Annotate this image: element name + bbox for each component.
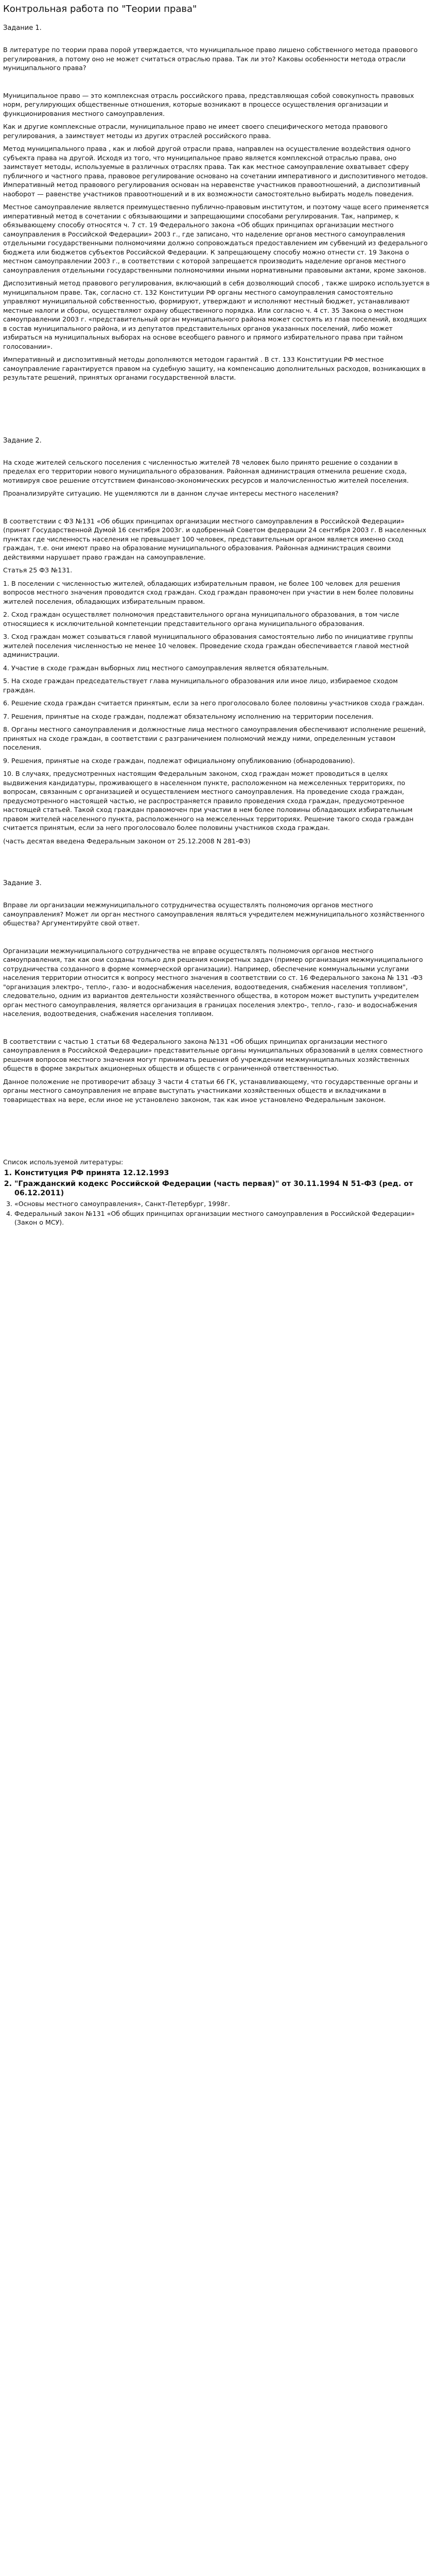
spacer bbox=[3, 502, 432, 517]
spacer bbox=[3, 1023, 432, 1037]
task-1-question: В литературе по теории права порой утверждается, что муниципальное право лишено собственного метода правового регулирования, а потому оно не может считаться отраслью права. Так ли это? Каковы особенности метода отрасли муниципального права? bbox=[3, 46, 418, 72]
reference-item: 1. Конституция РФ принята 12.12.1993 bbox=[14, 1168, 432, 1178]
spacer bbox=[3, 1108, 432, 1158]
task-3-paragraph: Организации межмуниципального сотрудничества не вправе осуществлять полномочия органов местного самоуправления, так как они созданы только для решения конкретных задач (пример организация межмуниципального сотрудничества созданного в форме коммерческой организации). Например, обеспечение коммунальными услугами населения территории относится к вопросу местного значения в соответствии со ст. 16 Федерального закона № 131 -ФЗ "организация электро-, тепло-, газо- и водоснабжения населения, водоотведения, снабжения населения топливом", следовательно, одним из вариантов деятельности хозяйственного общества, в котором может выступить учредителем орган местного самоуправления, является организация в границах поселения электро-, тепло-, газо- и водоснабжения населения, водоотведения, снабжения населения топливом. bbox=[3, 946, 423, 1018]
task-2-paragraph: В соответствии с ФЗ №131 «Об общих принципах организации местного самоуправления в Российской Федерации» (принят Государственной Думой 16 сентября 2003г. и одобренный Советом федерации 24 сентября 2003 г. В населенных пунктах где численность населения не превышает 100 человек, представительным органом является именно сход граждан, т.е. они имеют право на образование муниципального образования. Районная администрация своими действиями нарушает право граждан на самоуправление. bbox=[3, 517, 427, 561]
task-2-paragraph: 6. Решение схода граждан считается принятым, если за него проголосовало более половины участников схода граждан. bbox=[3, 699, 425, 707]
task-2-paragraph: 10. В случаях, предусмотренных настоящим Федеральным законом, сход граждан может проводиться в целях выдвижения кандидатуры, проживающего в населенном пункте, расположенном на межселенных территориях, по вопросам, связанным с организацией и осуществлением местного самоуправления. На проведение схода граждан, предусмотренного настоящей частью, не распространяется правило проведения схода граждан, предусмотренное настоящей статьей. Такой сход граждан правомочен при участии в нем более половины обладающих избирательным правом жителей населенного пункта, расположенного на межселенных территориях. Решение такого схода граждан считается принятым, если за него проголосовало более половины участников схода граждан. bbox=[3, 770, 414, 832]
spacer bbox=[3, 386, 432, 436]
references-section bbox=[3, 1158, 432, 1227]
references-list bbox=[3, 1168, 432, 1227]
task-2-paragraph: Статья 25 ФЗ №131. bbox=[3, 566, 73, 574]
task-3-paragraph: В соответствии с частью 1 статьи 68 Федерального закона №131 «Об общих принципах организации местного самоуправления в Российской Федерации» представительные органы муниципальных образований в целях совместного решения вопросов местного значения могут принимать решения об учреждении межмуниципальных хозяйственных обществ в форме закрытых акционерных обществ и обществ с ограниченной ответственностью. bbox=[3, 1037, 423, 1073]
task-2-paragraph: 5. На сходе граждан председательствует глава муниципального образования или иное лицо, избираемое сходом граждан. bbox=[3, 677, 398, 694]
task-2-paragraph: 4. Участие в сходе граждан выборных лиц местного самоуправления является обязательным. bbox=[3, 664, 329, 672]
references-title: Список используемой литературы: bbox=[3, 1158, 124, 1166]
task-3-question: Вправе ли организации межмуниципального сотрудничества осуществлять полномочия органов местного самоуправления? Может ли орган местного самоуправления являться учредителем межмуниципального хозяйственного общества? Аргументируйте свой ответ. bbox=[3, 901, 425, 927]
task-2-paragraph: 9. Решения, принятые на сходе граждан, подлежат официальному опубликованию (обнародованию). bbox=[3, 756, 355, 765]
task-1-paragraph: Императивный и диспозитивный методы дополняются методом гарантий . В ст. 133 Конституции РФ местное самоуправление гарантируется правом на судебную защиту, на компенсацию дополнительных расходов, возникающих в результате решений, принятых органами государственной власти. bbox=[3, 355, 426, 382]
task-1-paragraph: Метод муниципального права , как и любой другой отрасли права, направлен на осуществление воздействия одного субъекта права на другой. Исходя из того, что муниципальное право является комплексной отраслью права, оно заимствует методы, используемые в различных отраслях права. Так как местное самоуправление охватывает сферу публичного и частного права, правовое регулирование основано на сочетании императивного и диспозитивного методов. Императивный метод правового регулирования основан на неравенстве участников правоотношений, а диспозитивный наоборот — равенстве участников правоотношений и в их возможности самостоятельно выбирать модель поведения. bbox=[3, 145, 428, 198]
task-2-prompt: Проанализируйте ситуацию. Не ущемляются ли в данном случае интересы местного населения? bbox=[3, 489, 339, 498]
task-1-heading: Задание 1. bbox=[3, 24, 42, 32]
task-1-section bbox=[3, 23, 432, 382]
task-2-paragraph: 2. Сход граждан осуществляет полномочия представительного органа муниципального образования, в том числе относящиеся к исключительной компетенции представительного органа муниципального образования. bbox=[3, 611, 399, 628]
task-2-question: На сходе жителей сельского поселения с численностью жителей 78 человек было принято решение о создании в пределах его территории нового муниципального образования. Районная администрация отменила решение схода, мотивируя свое решение отсутствием финансово-экономических ресурсов и малочисленностью жителей поселения. bbox=[3, 458, 409, 484]
task-3-section bbox=[3, 878, 432, 1104]
document bbox=[0, 0, 436, 1227]
task-2-paragraph: (часть десятая введена Федеральным законом от 25.12.2008 N 281-ФЗ) bbox=[3, 837, 251, 845]
task-2-paragraph: 8. Органы местного самоуправления и должностные лица местного самоуправления обеспечивают исполнение решений, принятых на сходе граждан, в соответствии с разграничением полномочий между ними, определенным уставом поселения. bbox=[3, 725, 426, 752]
task-2-paragraph: 3. Сход граждан может созываться главой муниципального образования самостоятельно либо по инициативе группы жителей поселения численностью не менее 10 человек. Проведение схода граждан обеспечивается главой местной администрации. bbox=[3, 633, 413, 659]
spacer bbox=[3, 932, 432, 946]
task-2-section bbox=[3, 436, 432, 846]
task-3-heading: Задание 3. bbox=[3, 879, 42, 888]
spacer bbox=[3, 77, 432, 91]
task-1-paragraph: Местное самоуправление является преимущественно публично-правовым институтом, и поэтому чаще всего применяется императивный метод в сочетании с обязывающими и запрещающими способами регулирования. Так, например, к обязывающему способу относятся ч. 7 ст. 19 Федерального закона «Об общих принципах организации местного самоуправления в Российской Федерации» 2003 г., где записано, что наделение органов местного самоуправления отдельными государственными полномочиями должно сопровождаться предоставлением им субвенций из федерального бюджета или бюджетов субъектов Российской Федерации. К запрещающему способу можно отнести ст. 19 Закона о местном самоуправлении 2003 г., в соответствии с которой запрещается производить наделение органов местного самоуправления отдельными государственными полномочиями иными нормативными правовыми актами, кроме законов. bbox=[3, 203, 429, 274]
task-3-paragraph: Данное положение не противоречит абзацу 3 части 4 статьи 66 ГК, устанавливающему, что государственные органы и органы местного самоуправления не вправе выступать участниками хозяйственных обществ и вкладчиками в товариществах на вере, если иное не установлено законом, так как иное установлено Федеральным законом. bbox=[3, 1077, 418, 1104]
task-2-paragraph: 7. Решения, принятые на сходе граждан, подлежат обязательному исполнению на территории поселения. bbox=[3, 712, 374, 720]
spacer bbox=[3, 850, 432, 878]
task-1-paragraph: Диспозитивный метод правового регулирования, включающий в себя дозволяющий способ , также широко используется в муниципальном праве. Так, согласно ст. 132 Конституции РФ органы местного самоуправления самостоятельно управляют муниципальной собственностью, формируют, утверждают и исполняют местный бюджет, устанавливают местные налоги и сборы, осуществляют охрану общественного порядка. Или согласно ч. 4 ст. 35 Закона о местном самоуправлении 2003 г. «представительный орган муниципального района может состоять из глав поселений, входящих в состав муниципального района, и из депутатов представительных органов указанных поселений, либо может избираться на муниципальных выборах на основе всеобщего равного и прямого избирательного права при тайном голосовании». bbox=[3, 279, 430, 350]
task-1-paragraph: Муниципальное право — это комплексная отрасль российского права, представляющая собой совокупность правовых норм, регулирующих общественные отношения, которые возникают в процессе осуществления организации и функционирования местного самоуправления. bbox=[3, 91, 414, 117]
document-title: Контрольная работа по "Теории права" bbox=[3, 4, 197, 14]
reference-item: 2. "Гражданский кодекс Российской Федерации (часть первая)" от 30.11.1994 N 51-ФЗ (ред. от 06.12.2011) bbox=[14, 1179, 432, 1198]
reference-item: 3. «Основы местного самоуправления», Санкт-Петербург, 1998г. bbox=[14, 1199, 432, 1208]
task-2-heading: Задание 2. bbox=[3, 436, 42, 445]
reference-item: 4. Федеральный закон №131 «Об общих принципах организации местного самоуправления в Российской Федерации» (Закон о МСУ). bbox=[14, 1209, 432, 1227]
task-2-paragraph: 1. В поселении с численностью жителей, обладающих избирательным правом, не более 100 человек для решения вопросов местного значения проводится сход граждан. Сход граждан правомочен при участии в нем более половины жителей поселения, обладающих избирательным правом. bbox=[3, 579, 414, 605]
task-1-paragraph: Как и другие комплексные отрасли, муниципальное право не имеет своего специфического метода правового регулирования, а заимствует методы из других отраслей российского права. bbox=[3, 123, 388, 140]
